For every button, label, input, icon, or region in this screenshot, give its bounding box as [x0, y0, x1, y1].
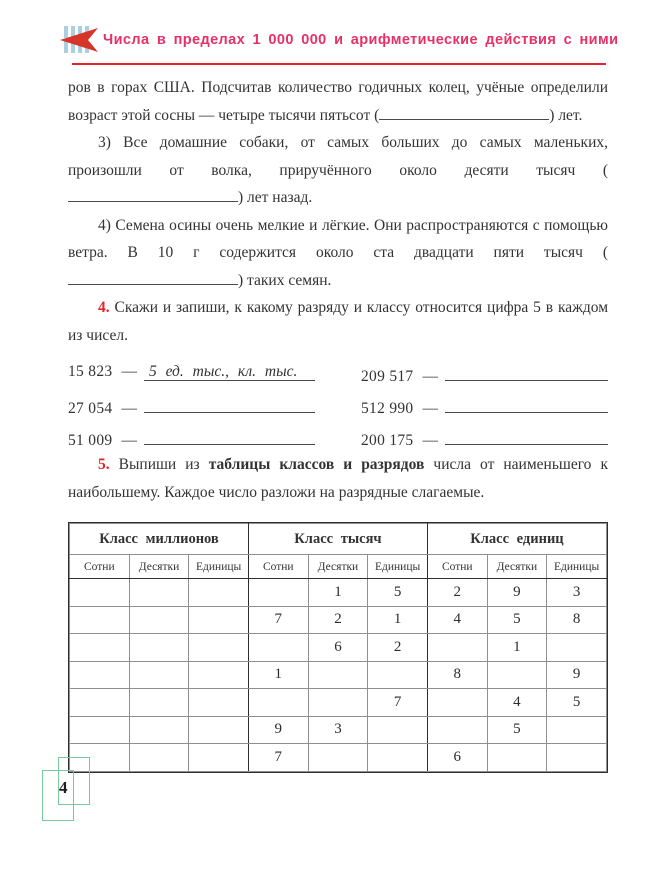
- table-cell: 9: [248, 716, 308, 744]
- table-cell: [129, 634, 189, 662]
- dash: —: [121, 363, 137, 380]
- table-cell: [189, 579, 249, 607]
- task4-number-value: 209 517: [361, 368, 414, 385]
- table-cell: 1: [248, 661, 308, 689]
- table-cell: 6: [308, 634, 368, 662]
- table-group-header-row: [70, 524, 607, 555]
- chapter-title: Числа в пределах 1 000 000 и арифметические действия с ними: [103, 32, 619, 48]
- table-cell: 3: [547, 579, 607, 607]
- table-cell: 5: [487, 716, 547, 744]
- table-cell: [129, 744, 189, 772]
- table-cell: 7: [248, 606, 308, 634]
- answer-blank: [379, 105, 549, 120]
- task5-heading: [68, 451, 608, 506]
- answer-line: [445, 362, 608, 381]
- table-cell: [189, 661, 249, 689]
- table-cell: 3: [308, 716, 368, 744]
- subheader-cell: Десятки: [129, 555, 189, 579]
- table-cell: 9: [547, 661, 607, 689]
- task4-number-value: 15 823: [68, 363, 113, 380]
- task4-item: [361, 394, 608, 419]
- group-header-millions: Класс миллионов: [70, 524, 249, 555]
- table-cell: [189, 689, 249, 717]
- classes-table: [69, 523, 607, 772]
- table-cell: 5: [547, 689, 607, 717]
- answer-line: [445, 394, 608, 413]
- table-cell: 9: [487, 579, 547, 607]
- table-body: [70, 579, 607, 772]
- table-cell: [70, 579, 130, 607]
- subheader-cell: Десятки: [487, 555, 547, 579]
- table-cell: 5: [487, 606, 547, 634]
- task-text: Скажи и запиши, к какому разряду и классу относится цифра 5 в каждом из чисел.: [68, 299, 609, 344]
- table-cell: [248, 689, 308, 717]
- subheader-cell: Сотни: [248, 555, 308, 579]
- table-cell: [248, 634, 308, 662]
- table-row: [70, 606, 607, 634]
- chapter-arrow-icon: [58, 24, 100, 56]
- table-cell: [487, 661, 547, 689]
- table-cell: [427, 716, 487, 744]
- paragraph-segment: 3) Все домашние собаки, от самых больших до самых маленьких, произошли от волка, приручённого около десяти тысяч (: [68, 134, 608, 179]
- task-text-bold: таблицы классов и разрядов: [208, 456, 425, 473]
- answer-line: [144, 394, 315, 413]
- table-cell: 6: [427, 744, 487, 772]
- task4-item: [361, 362, 608, 387]
- table-cell: 8: [547, 606, 607, 634]
- task4-item: [68, 362, 315, 387]
- table-cell: 4: [487, 689, 547, 717]
- paragraph-segment: ) таких семян.: [238, 271, 332, 289]
- page-number-ornament-front: [42, 770, 74, 821]
- paragraph-text: [68, 212, 608, 295]
- table-cell: [189, 634, 249, 662]
- table-row: [70, 744, 607, 772]
- subheader-cell: Единицы: [189, 555, 249, 579]
- task4-item: [68, 426, 315, 451]
- task-number: 4.: [98, 299, 110, 316]
- answer-line: [445, 426, 608, 445]
- table-cell: [308, 689, 368, 717]
- subheader-cell: Сотни: [70, 555, 130, 579]
- task4-number-value: 27 054: [68, 400, 113, 417]
- task4-number-value: 200 175: [361, 432, 414, 449]
- table-row: [70, 661, 607, 689]
- table-cell: [368, 661, 428, 689]
- table-cell: 2: [308, 606, 368, 634]
- table-cell: [189, 716, 249, 744]
- table-cell: [189, 606, 249, 634]
- task4-number-value: 512 990: [361, 400, 414, 417]
- table-cell: 1: [487, 634, 547, 662]
- table-cell: [70, 634, 130, 662]
- group-header-units: Класс единиц: [427, 524, 606, 555]
- table-cell: [308, 744, 368, 772]
- table-cell: [70, 661, 130, 689]
- table-cell: [427, 634, 487, 662]
- answer-line: [144, 426, 315, 445]
- task4-number-value: 51 009: [68, 432, 113, 449]
- table-cell: [547, 634, 607, 662]
- table-cell: [248, 579, 308, 607]
- group-header-thousands: Класс тысяч: [248, 524, 427, 555]
- subheader-cell: Десятки: [308, 555, 368, 579]
- table-cell: 8: [427, 661, 487, 689]
- table-cell: 7: [248, 744, 308, 772]
- table-cell: [70, 716, 130, 744]
- paragraph-segment: ) лет.: [549, 106, 583, 124]
- table-cell: 5: [368, 579, 428, 607]
- task4-heading: [68, 294, 608, 349]
- table-cell: 2: [368, 634, 428, 662]
- paragraph-segment: 4) Семена осины очень мелкие и лёгкие. Они распространяются с помощью ветра. В 10 г содержится около ста двадцати пяти тысяч (: [68, 216, 608, 261]
- dash: —: [422, 368, 438, 385]
- table-cell: 2: [427, 579, 487, 607]
- table-cell: 1: [368, 606, 428, 634]
- task-number: 5.: [98, 456, 110, 473]
- table-cell: 4: [427, 606, 487, 634]
- answer-line: 5 ед. тыс., кл. тыс.: [144, 362, 315, 381]
- task-text-segment: Выпиши из: [118, 456, 209, 473]
- table-cell: [129, 661, 189, 689]
- table-subheader-row: [70, 555, 607, 579]
- subheader-cell: Единицы: [547, 555, 607, 579]
- table-cell: [70, 606, 130, 634]
- paragraph-text: [68, 129, 608, 212]
- table-cell: [70, 689, 130, 717]
- dash: —: [422, 400, 438, 417]
- table-cell: [547, 716, 607, 744]
- answer-blank: [68, 270, 238, 285]
- page-number: 4: [59, 778, 68, 797]
- table-cell: [189, 744, 249, 772]
- paragraph-segment: ров в горах США. Подсчитав количество годичных колец, учёные определили возраст этой сосны — четыре тысячи пятьсот (: [68, 79, 608, 124]
- subheader-cell: Сотни: [427, 555, 487, 579]
- task4-item: [361, 426, 608, 451]
- table-row: [70, 579, 607, 607]
- answer-blank: [68, 187, 238, 202]
- table-cell: 1: [308, 579, 368, 607]
- table-cell: 7: [368, 689, 428, 717]
- table-cell: [129, 579, 189, 607]
- table-cell: [547, 744, 607, 772]
- table-row: [70, 634, 607, 662]
- table-cell: [308, 661, 368, 689]
- paragraph-segment: ) лет назад.: [238, 189, 313, 206]
- classes-table-wrap: [68, 522, 608, 773]
- table-cell: [487, 744, 547, 772]
- table-cell: [129, 716, 189, 744]
- table-cell: [368, 716, 428, 744]
- table-cell: [368, 744, 428, 772]
- task-text-segment: числа от наименьшего к наибольшему. Каждое число разложи на разрядные слагаемые.: [68, 456, 608, 501]
- table-row: [70, 716, 607, 744]
- chapter-header: [58, 24, 619, 65]
- table-cell: [427, 689, 487, 717]
- task4-items: [68, 362, 608, 451]
- dash: —: [121, 400, 137, 417]
- table-row: [70, 689, 607, 717]
- task4-item: [68, 394, 315, 419]
- table-cell: [129, 689, 189, 717]
- dash: —: [121, 432, 137, 449]
- dash: —: [422, 432, 438, 449]
- table-cell: [129, 606, 189, 634]
- subheader-cell: Единицы: [368, 555, 428, 579]
- paragraph-text: [68, 74, 608, 129]
